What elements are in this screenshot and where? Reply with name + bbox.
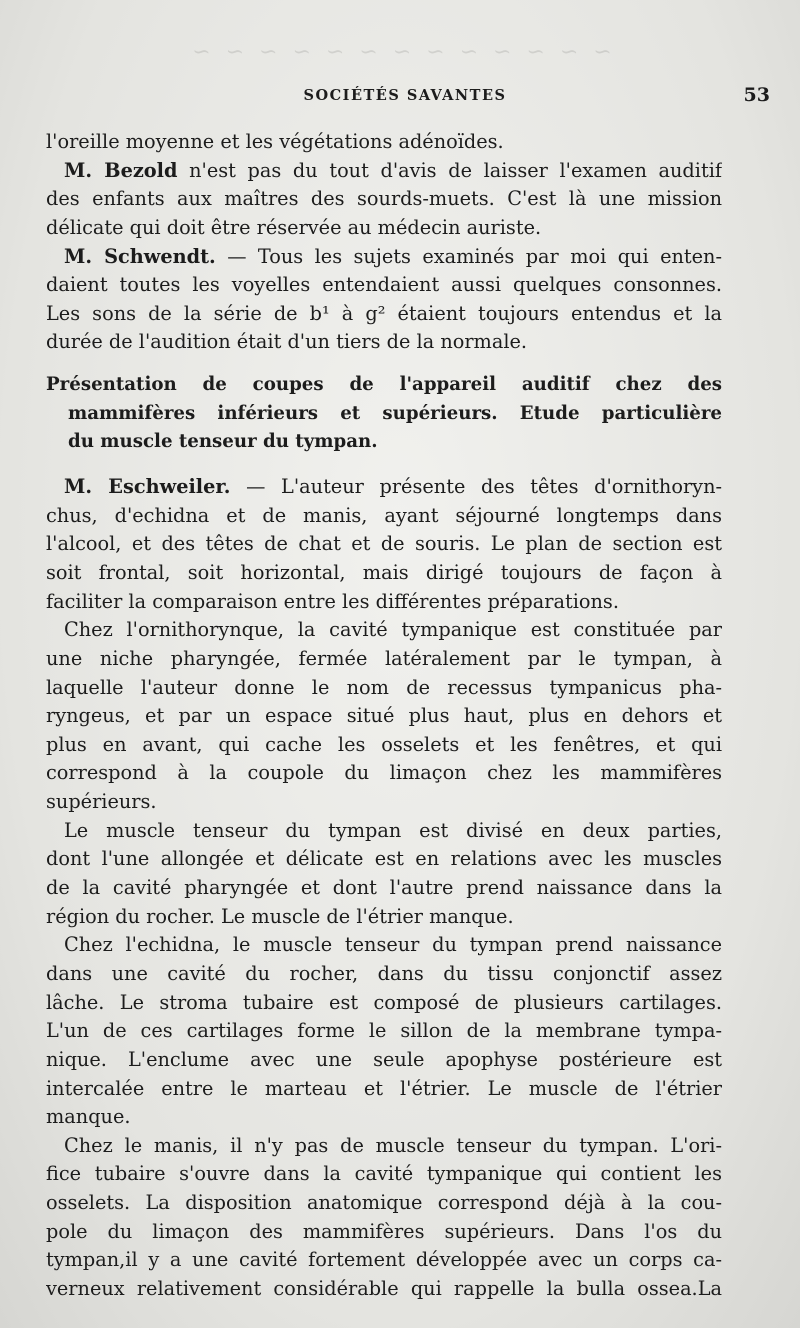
text-line: pole du limaçon des mammifères supérieurs. Dans l'os du <box>46 1219 722 1243</box>
text-line: durée de l'audition était d'un tiers de la normale. <box>46 330 528 354</box>
text-line: M. Bezold n'est pas du tout d'avis de laisser l'examen auditif <box>64 158 722 182</box>
text-line: délicate qui doit être réservée au médecin auriste. <box>46 215 542 239</box>
text-line: une niche pharyngée, fermée latéralement par le tympan, à <box>46 646 722 670</box>
text-line: Le muscle tenseur du tympan est divisé en deux parties, <box>64 818 722 842</box>
page-body <box>46 128 722 1304</box>
spacer <box>46 357 722 371</box>
text-line: Chez l'echidna, le muscle tenseur du tympan prend naissance <box>64 933 722 957</box>
text-line: soit frontal, soit horizontal, mais dirigé toujours de façon à <box>46 560 722 584</box>
running-header <box>40 84 770 112</box>
text-line: L'un de ces cartilages forme le sillon de la membrane tympa- <box>46 1019 722 1043</box>
text-line: ryngeus, et par un espace situé plus haut, plus en dehors et <box>46 704 722 728</box>
text-line: Chez l'ornithorynque, la cavité tympanique est constituée par <box>64 618 722 642</box>
speaker-name: M. Schwendt. <box>64 244 216 268</box>
section-heading: Présentation de coupes de l'appareil auditif chez des <box>46 374 722 396</box>
text-line: M. Eschweiler. — L'auteur présente des têtes d'ornithoryn- <box>64 475 722 499</box>
text-line: l'oreille moyenne et les végétations adénoïdes. <box>46 130 504 153</box>
section-heading: mammifères inférieurs et supérieurs. Etude particulière <box>68 402 722 424</box>
running-title: SOCIÉTÉS SAVANTES <box>303 87 507 104</box>
text-line: intercalée entre le marteau et l'étrier. Le muscle de l'étrier <box>46 1076 722 1100</box>
text-line: région du rocher. Le muscle de l'étrier manque. <box>46 904 514 928</box>
text-line: plus en avant, qui cache les osselets et les fenêtres, et qui <box>46 732 722 756</box>
text-line: fice tubaire s'ouvre dans la cavité tympanique qui contient les <box>46 1162 722 1186</box>
spacer <box>46 457 722 473</box>
text-line: de la cavité pharyngée et dont l'autre prend naissance dans la <box>46 876 722 900</box>
text-line: supérieurs. <box>46 790 157 814</box>
text-line: laquelle l'auteur donne le nom de recessus tympanicus pha- <box>46 675 722 699</box>
text-line: dans une cavité du rocher, dans du tissu conjonctif assez <box>46 961 722 985</box>
text-line: dont l'une allongée et délicate est en relations avec les muscles <box>46 847 722 871</box>
text-line: daient toutes les voyelles entendaient aussi quelques consonnes. <box>46 273 722 297</box>
text-line: correspond à la coupole du limaçon chez les mammifères <box>46 761 722 785</box>
text-line: des enfants aux maîtres des sourds-muets. C'est là une mission <box>46 187 722 211</box>
text-line: M. Schwendt. — Tous les sujets examinés par moi qui enten- <box>64 244 722 268</box>
show-through-text: ~ ~ ~ ~ ~ ~ ~ ~ ~ ~ ~ ~ ~ <box>188 40 612 65</box>
speaker-name: M. Eschweiler. <box>64 475 231 499</box>
text-line: chus, d'echidna et de manis, ayant séjourné longtemps dans <box>46 503 722 527</box>
text-line: Les sons de la série de b¹ à g² étaient toujours entendus et la <box>46 301 722 325</box>
text-line: nique. L'enclume avec une seule apophyse postérieure est <box>46 1047 722 1071</box>
text-line: lâche. Le stroma tubaire est composé de plusieurs cartilages. <box>46 990 722 1014</box>
text-line: manque. <box>46 1105 131 1129</box>
section-heading: du muscle tenseur du tympan. <box>68 431 378 453</box>
speaker-name: M. Bezold <box>64 158 178 182</box>
text-line: verneux relativement considérable qui rappelle la bulla ossea.La <box>46 1276 722 1300</box>
text-line: l'alcool, et des têtes de chat et de souris. Le plan de section est <box>46 532 722 556</box>
text-line: Chez le manis, il n'y pas de muscle tenseur du tympan. L'ori- <box>64 1133 722 1157</box>
page-number: 53 <box>743 84 770 106</box>
text-line: osselets. La disposition anatomique correspond déjà à la cou- <box>46 1191 722 1215</box>
text-line: tympan,il y a une cavité fortement développée avec un corps ca- <box>46 1248 722 1272</box>
text-line: faciliter la comparaison entre les différentes préparations. <box>46 589 619 613</box>
